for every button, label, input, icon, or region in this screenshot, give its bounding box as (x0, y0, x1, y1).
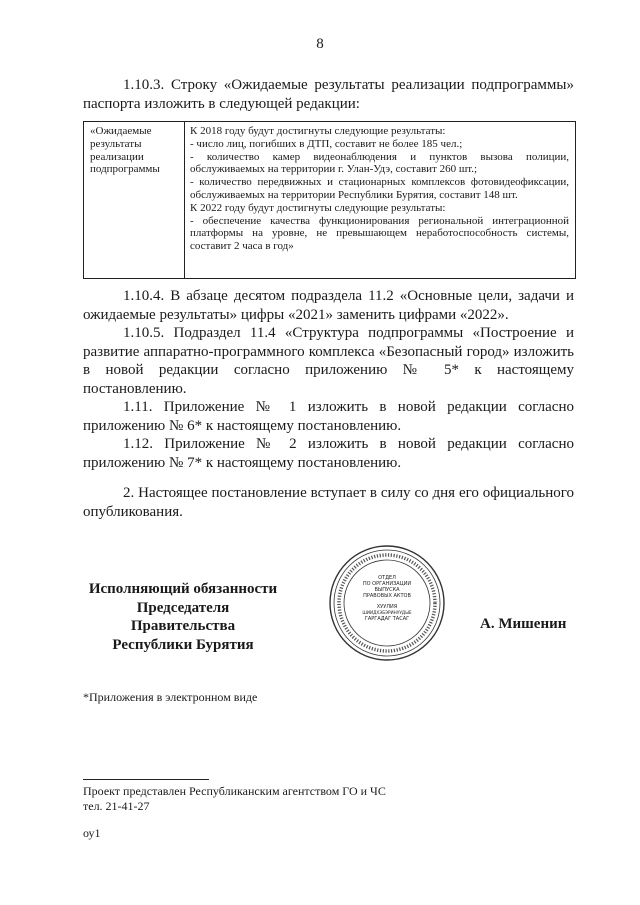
paragraph-2: 2. Настоящее постановление вступает в силу со дня его официального опубликования. (83, 485, 574, 520)
results-table (83, 121, 576, 279)
table-line: К 2018 году будут достигнуты следующие результаты: (190, 125, 446, 137)
seal-text: ХУУЛИЯ (376, 604, 398, 610)
signature-line-1: Исполняющий обязанности (88, 581, 278, 597)
seal-text: ПО ОРГАНИЗАЦИИ (362, 581, 412, 587)
table-right-cell (185, 122, 575, 278)
seal-text: ОТДЕЛ (378, 575, 396, 581)
table-line: - количество передвижных и стационарных комплексов фотовидеофиксации, обслуживаемых на территории Республики Бурятия, составит 148 шт. (190, 176, 569, 201)
table-line: К 2022 году будут достигнуты следующие результаты: (190, 201, 446, 214)
table-line: - число лиц, погибших в ДТП, составит не более 185 чел.; (190, 137, 463, 150)
intro-paragraph: 1.10.3. Строку «Ожидаемые результаты реализации подпрограммы» паспорта изложить в следующей редакции: (83, 77, 574, 112)
paragraph-1-12: 1.12. Приложение № 2 изложить в новой редакции согласно приложению № 7* к настоящему постановлению. (83, 436, 574, 471)
paragraph-1-10-5: 1.10.5. Подраздел 11.4 «Структура подпрограммы «Построение и развитие аппаратно-программного комплекса «Безопасный город» изложить в новой редакции согласно приложению № 5* к настоящему постановлению. (83, 325, 574, 397)
signer-name: А. Мишенин (480, 616, 567, 632)
signature-title (83, 580, 283, 654)
signature-line-3: Республики Бурятия (112, 636, 254, 653)
table-left-cell: «Ожидаемые результаты реализации подпрограммы (84, 122, 185, 278)
paragraph-1-10-4: 1.10.4. В абзаце десятом подраздела 11.2 «Основные цели, задачи и ожидаемые результаты» цифры «2021» заменить цифрами «2022». (83, 288, 574, 323)
seal-text: ВЫПУСКА (374, 587, 400, 593)
official-seal (327, 543, 447, 663)
seal-text: ШИИДХЭБЭРИНУУДЫЕ (362, 610, 412, 615)
signature-line-2: Председателя Правительства (130, 599, 236, 634)
seal-text: ПРАВОВЫХ АКТОВ (363, 593, 411, 599)
footer-phone: тел. 21-41-27 (83, 799, 150, 813)
table-line: - количество камер видеонаблюдения и пунктов вызова полиции, обслуживаемых на территории г. Улан-Удэ, составит 260 шт.; (190, 150, 569, 176)
page-number: 8 (316, 36, 324, 52)
table-line: - обеспечение качества функционирования региональной интеграционной платформы на уровне, не превышающем неработоспособность системы, составит 2 часа в год» (190, 214, 569, 253)
paragraph-1-11: 1.11. Приложение № 1 изложить в новой редакции согласно приложению № 6* к настоящему постановлению. (83, 399, 574, 434)
footer-prepared-by: Проект представлен Республиканским агентством ГО и ЧС (83, 784, 386, 798)
footer-code: оу1 (83, 826, 101, 840)
attachments-note: *Приложения в электронном виде (83, 690, 258, 704)
footer-divider (83, 779, 209, 780)
seal-text: ГАРГАДАГ ТАСАГ (364, 616, 410, 622)
